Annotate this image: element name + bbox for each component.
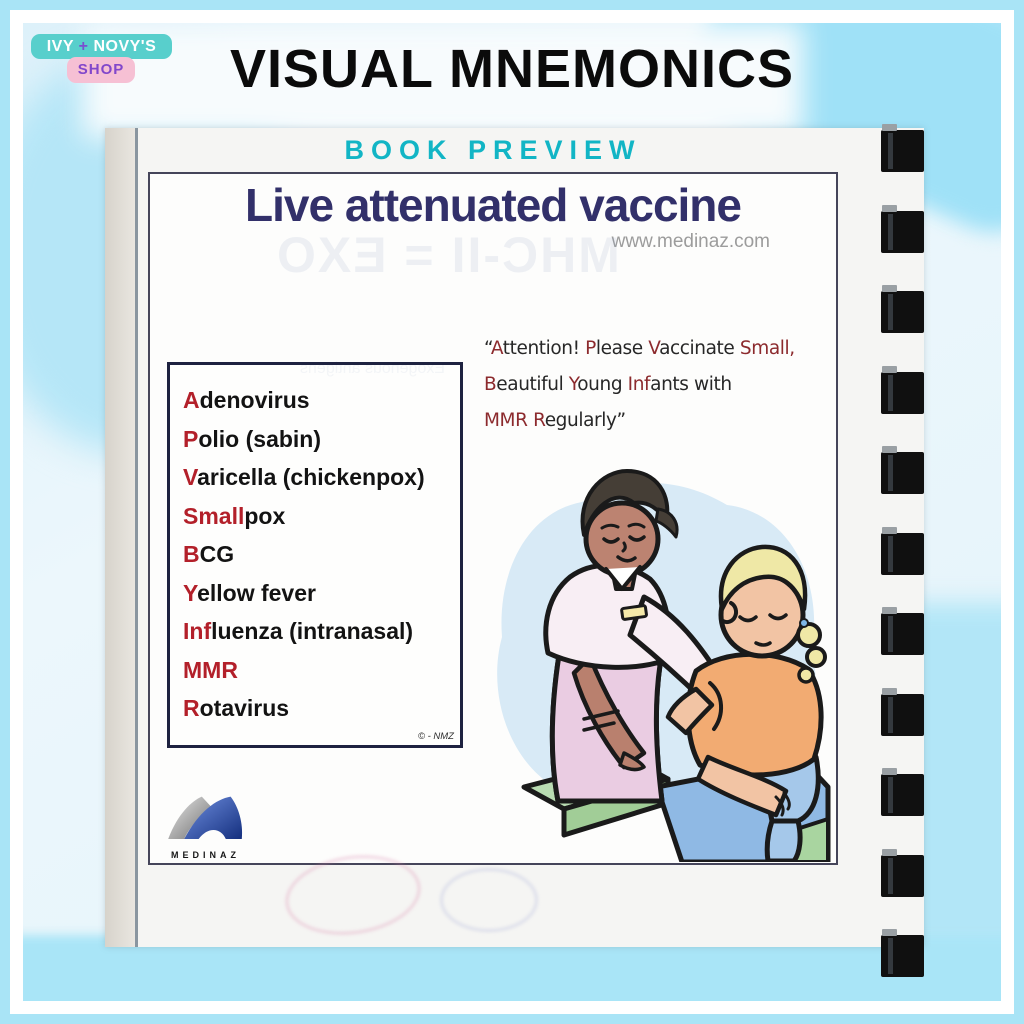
vaccine-name-rest: aricella (chickenpox) bbox=[197, 464, 425, 490]
quote-text: “ bbox=[484, 338, 491, 359]
website-url: www.medinaz.com bbox=[611, 231, 770, 252]
vaccine-list bbox=[183, 381, 460, 728]
quote-highlight-text: B bbox=[484, 374, 497, 395]
vaccine-item bbox=[183, 689, 460, 728]
vaccine-item bbox=[183, 574, 460, 613]
vaccine-name-rest: ellow fever bbox=[197, 579, 316, 606]
quote-text: lease bbox=[595, 338, 649, 359]
quote-highlight-text: V bbox=[648, 338, 660, 359]
mnemonic-poster bbox=[148, 172, 838, 865]
vaccine-item bbox=[183, 420, 460, 459]
vaccine-name-rest: otavirus bbox=[199, 695, 290, 721]
quote-highlight-text: A bbox=[490, 338, 503, 359]
vaccine-mnemonic-letter: P bbox=[183, 425, 199, 452]
poster-heading: Live attenuated vaccine bbox=[245, 179, 741, 231]
page-margin-line bbox=[135, 128, 138, 947]
quote-highlight-text: P bbox=[585, 338, 596, 359]
vaccine-list-box bbox=[167, 362, 463, 748]
bleed-through-text: MHC-II = EXO bbox=[275, 227, 620, 283]
vaccine-item bbox=[183, 497, 460, 536]
quote-highlight-text: Small, bbox=[739, 338, 795, 359]
bleed-through-doodle bbox=[440, 868, 538, 932]
vaccine-mnemonic-letter: R bbox=[183, 695, 200, 721]
mnemonic-quote-line bbox=[484, 374, 836, 395]
vaccine-name-rest: pox bbox=[244, 502, 286, 529]
vaccine-mnemonic-letter: Small bbox=[183, 502, 245, 529]
page-title: VISUAL MNEMONICS bbox=[229, 39, 795, 99]
shop-word-badge bbox=[67, 57, 135, 83]
vaccine-name-rest: olio (sabin) bbox=[198, 425, 322, 452]
quote-text: ttention! bbox=[502, 338, 586, 359]
vaccine-item bbox=[183, 535, 460, 574]
book-preview-label: BOOK PREVIEW bbox=[344, 135, 642, 165]
quote-highlight-text: Inf bbox=[627, 374, 651, 395]
vaccine-mnemonic-letter: Inf bbox=[183, 618, 212, 644]
quote-highlight-text: MMR bbox=[484, 410, 528, 431]
page-left-edge-shadow bbox=[105, 128, 135, 947]
vaccine-item bbox=[183, 612, 460, 651]
vaccine-mnemonic-letter: B bbox=[183, 541, 200, 567]
bleed-through-text: Exogenous antigens bbox=[300, 360, 445, 377]
quote-text: ants with bbox=[650, 374, 732, 395]
mnemonic-quote-line bbox=[484, 338, 836, 359]
shop-logo-badge bbox=[31, 34, 172, 59]
book-page bbox=[105, 128, 924, 947]
plus-icon: + bbox=[78, 38, 89, 55]
quote-highlight-text: R bbox=[533, 410, 545, 431]
quote-text: eautiful bbox=[496, 374, 569, 395]
vaccine-item bbox=[183, 381, 460, 420]
shop-word: SHOP bbox=[77, 61, 125, 78]
vaccine-item bbox=[183, 458, 460, 497]
vaccine-name-rest: CG bbox=[199, 541, 235, 567]
vaccine-mnemonic-letter: V bbox=[183, 464, 198, 490]
shop-name-part2: NOVY'S bbox=[93, 38, 157, 55]
quote-highlight-text: Y bbox=[568, 374, 578, 395]
mnemonic-quote bbox=[484, 338, 836, 446]
medinaz-logo bbox=[165, 794, 275, 860]
mnemonic-quote-line bbox=[484, 410, 836, 431]
vaccine-mnemonic-letter: MMR bbox=[183, 656, 238, 683]
shop-name-part1: IVY bbox=[46, 38, 74, 55]
vaccine-mnemonic-letter: Y bbox=[183, 579, 198, 606]
vaccination-illustration bbox=[472, 457, 834, 862]
vaccine-name-rest: denovirus bbox=[199, 387, 310, 413]
quote-text: oung bbox=[577, 374, 628, 395]
vaccine-item bbox=[183, 651, 460, 690]
medinaz-logo-mark bbox=[165, 794, 253, 844]
quote-text: egularly” bbox=[544, 410, 626, 431]
vaccine-name-rest: luenza (intranasal) bbox=[211, 618, 414, 644]
quote-text: accinate bbox=[659, 338, 740, 359]
vaccine-mnemonic-letter: A bbox=[183, 387, 200, 413]
artist-signature: © - NMZ bbox=[417, 731, 454, 742]
medinaz-logo-text: MEDINAZ bbox=[171, 850, 240, 860]
